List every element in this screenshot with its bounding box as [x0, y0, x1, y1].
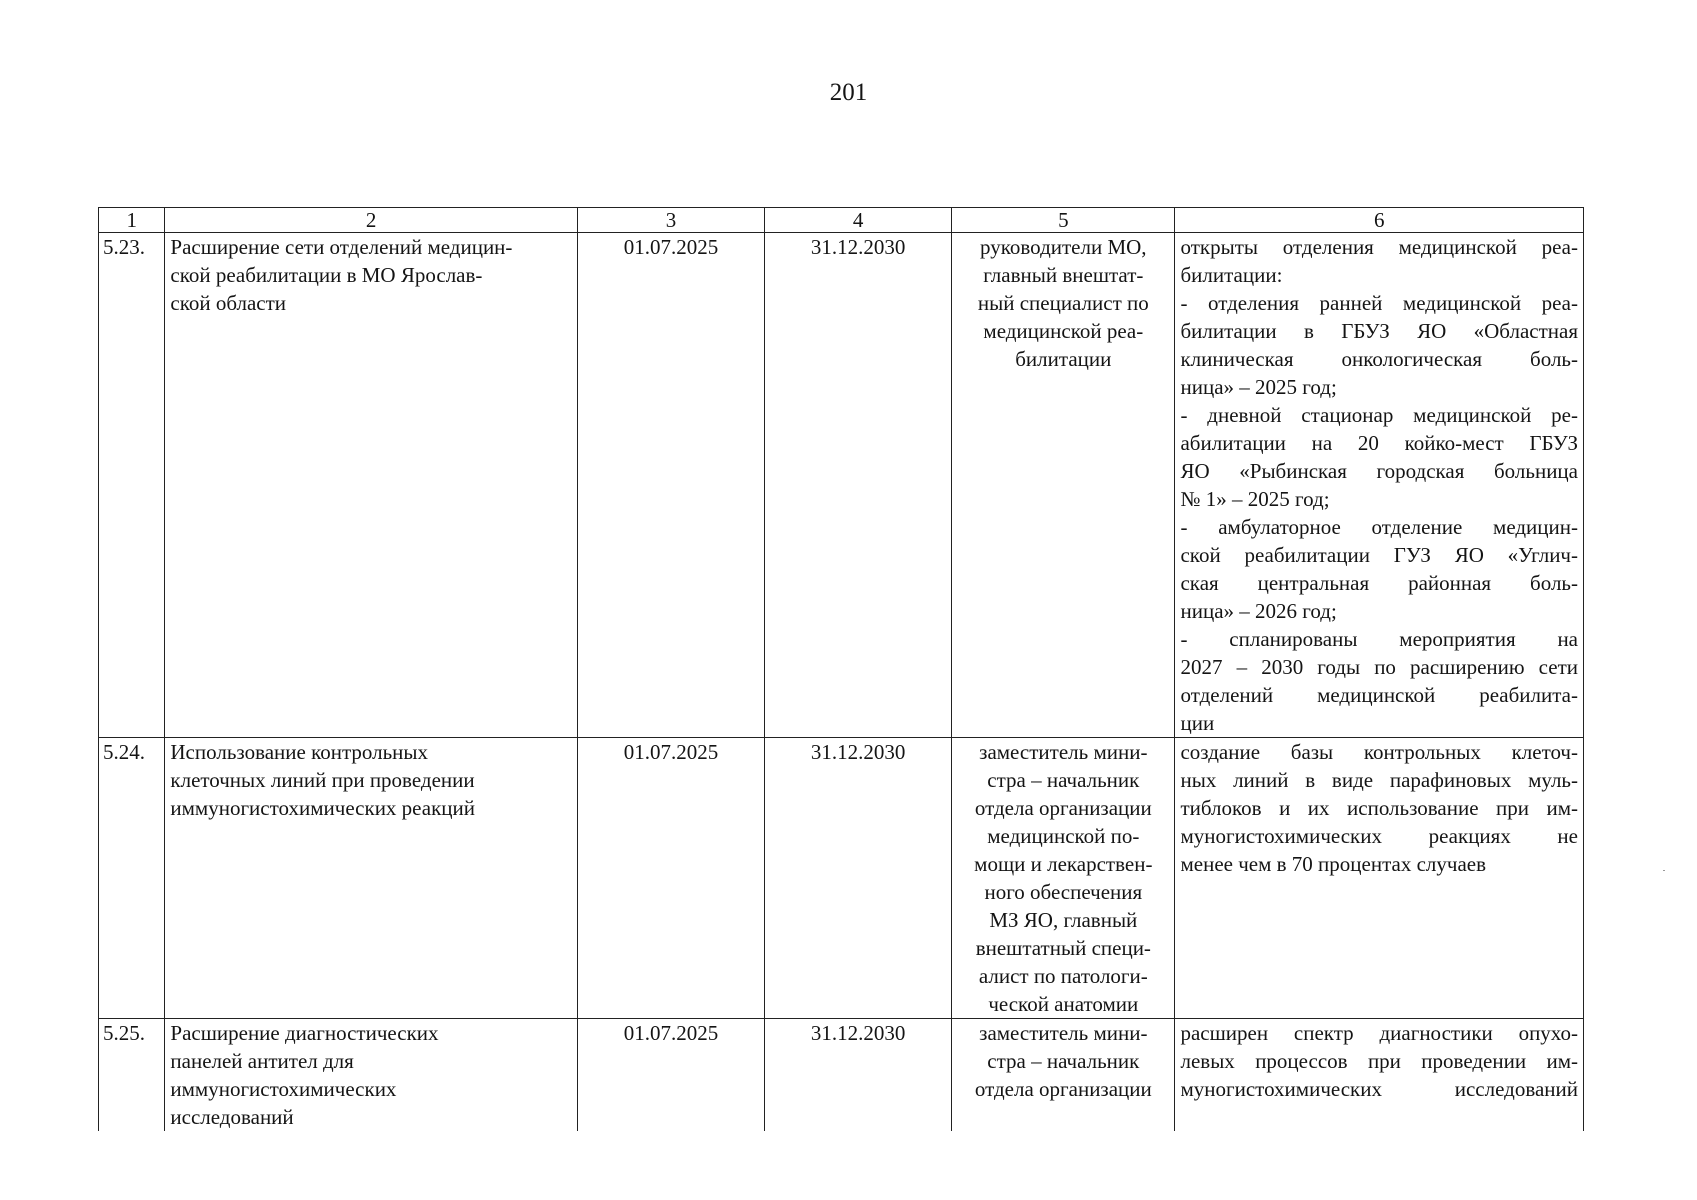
text-line: - дневной стационар медицинской ре- — [1180, 403, 1578, 427]
table-header-row — [99, 208, 1584, 233]
text-line: тиблоков и их использование при им- — [1180, 796, 1578, 820]
plan-table — [98, 207, 1584, 1131]
measure-name — [165, 233, 578, 738]
text-line: ница» – 2025 год; — [1180, 375, 1337, 399]
expected-result — [1175, 233, 1584, 738]
text-line: ской реабилитации в МО Ярослав- — [170, 263, 483, 287]
header-cell: 3 — [577, 208, 764, 233]
text-line: исследований — [170, 1105, 294, 1129]
text-line: ческой анатомии — [988, 992, 1139, 1016]
start-date: 01.07.2025 — [577, 233, 764, 738]
text-line: № 1» – 2025 год; — [1180, 487, 1330, 511]
text-line: расширен спектр диагностики опухо- — [1180, 1021, 1578, 1045]
text-line: билитации: — [1180, 263, 1283, 287]
text-line: билитации — [1015, 347, 1112, 371]
text-line: Расширение диагностических — [170, 1021, 439, 1045]
page-number: 201 — [829, 79, 868, 106]
start-date: 01.07.2025 — [577, 1019, 764, 1132]
row-number: 5.24. — [99, 738, 165, 1019]
text-line: иммуногистохимических — [170, 1077, 397, 1101]
row-number: 5.23. — [99, 233, 165, 738]
responsible — [952, 738, 1175, 1019]
text-line: муногистохимических реакциях не — [1180, 824, 1578, 848]
start-date: 01.07.2025 — [577, 738, 764, 1019]
text-line: заместитель мини- — [979, 1021, 1148, 1045]
text-line: панелей антител для — [170, 1049, 354, 1073]
text-line: открыты отделения медицинской реа- — [1180, 235, 1578, 259]
header-cell: 5 — [952, 208, 1175, 233]
measure-name — [165, 1019, 578, 1132]
text-line: ного обеспечения — [984, 880, 1143, 904]
text-line: стра – начальник — [987, 1049, 1140, 1073]
table-row — [99, 233, 1584, 738]
table-row — [99, 1019, 1584, 1132]
text-line: клиническая онкологическая боль- — [1180, 347, 1578, 371]
text-line: создание базы контрольных клеточ- — [1180, 740, 1578, 764]
table-row — [99, 738, 1584, 1019]
text-line: Расширение сети отделений медицин- — [170, 235, 513, 259]
header-cell: 6 — [1175, 208, 1584, 233]
text-line: - спланированы мероприятия на — [1180, 627, 1578, 651]
text-line: клеточных линий при проведении — [170, 768, 475, 792]
text-line: Использование контрольных — [170, 740, 429, 764]
scan-speck — [1663, 870, 1665, 871]
end-date: 31.12.2030 — [765, 738, 952, 1019]
header-cell: 1 — [99, 208, 165, 233]
measure-name — [165, 738, 578, 1019]
end-date: 31.12.2030 — [765, 233, 952, 738]
expected-result — [1175, 1019, 1584, 1132]
text-line: руководители МО, — [980, 235, 1147, 259]
header-cell: 4 — [765, 208, 952, 233]
text-line: левых процессов при проведении им- — [1180, 1049, 1578, 1073]
text-line: отдела организации — [974, 796, 1152, 820]
text-line: билитации в ГБУЗ ЯО «Областная — [1180, 319, 1578, 343]
text-line: абилитации на 20 койко-мест ГБУЗ — [1180, 431, 1578, 455]
text-line: ный специалист по — [977, 291, 1149, 315]
responsible — [952, 1019, 1175, 1132]
text-line: муногистохимических исследований — [1180, 1077, 1578, 1101]
row-number: 5.25. — [99, 1019, 165, 1132]
text-line: мощи и лекарствен- — [974, 852, 1153, 876]
text-line: 2027 – 2030 годы по расширению сети — [1180, 655, 1578, 679]
text-line: ница» – 2026 год; — [1180, 599, 1337, 623]
text-line: ЯО «Рыбинская городская больница — [1180, 459, 1578, 483]
responsible — [952, 233, 1175, 738]
text-line: внештатный специ- — [975, 936, 1151, 960]
text-line: медицинской реа- — [983, 319, 1144, 343]
text-line: стра – начальник — [987, 768, 1140, 792]
text-line: МЗ ЯО, главный — [989, 908, 1138, 932]
text-line: ской реабилитации ГУЗ ЯО «Углич- — [1180, 543, 1578, 567]
text-line: ская центральная районная боль- — [1180, 571, 1578, 595]
text-line: алист по патологи- — [978, 964, 1148, 988]
text-line: медицинской по- — [987, 824, 1140, 848]
text-line: ции — [1180, 711, 1215, 735]
text-line: иммуногистохимических реакций — [170, 796, 475, 820]
expected-result — [1175, 738, 1584, 1019]
text-line: отдела организации — [974, 1077, 1152, 1101]
header-cell: 2 — [165, 208, 578, 233]
text-line: - отделения ранней медицинской реа- — [1180, 291, 1578, 315]
text-line: отделений медицинской реабилита- — [1180, 683, 1578, 707]
text-line: заместитель мини- — [979, 740, 1148, 764]
text-line: менее чем в 70 процентах случаев — [1180, 852, 1487, 876]
text-line: ской области — [170, 291, 287, 315]
text-line: главный внештат- — [983, 263, 1144, 287]
text-line: - амбулаторное отделение медицин- — [1180, 515, 1578, 539]
end-date: 31.12.2030 — [765, 1019, 952, 1132]
text-line: ных линий в виде парафиновых муль- — [1180, 768, 1578, 792]
